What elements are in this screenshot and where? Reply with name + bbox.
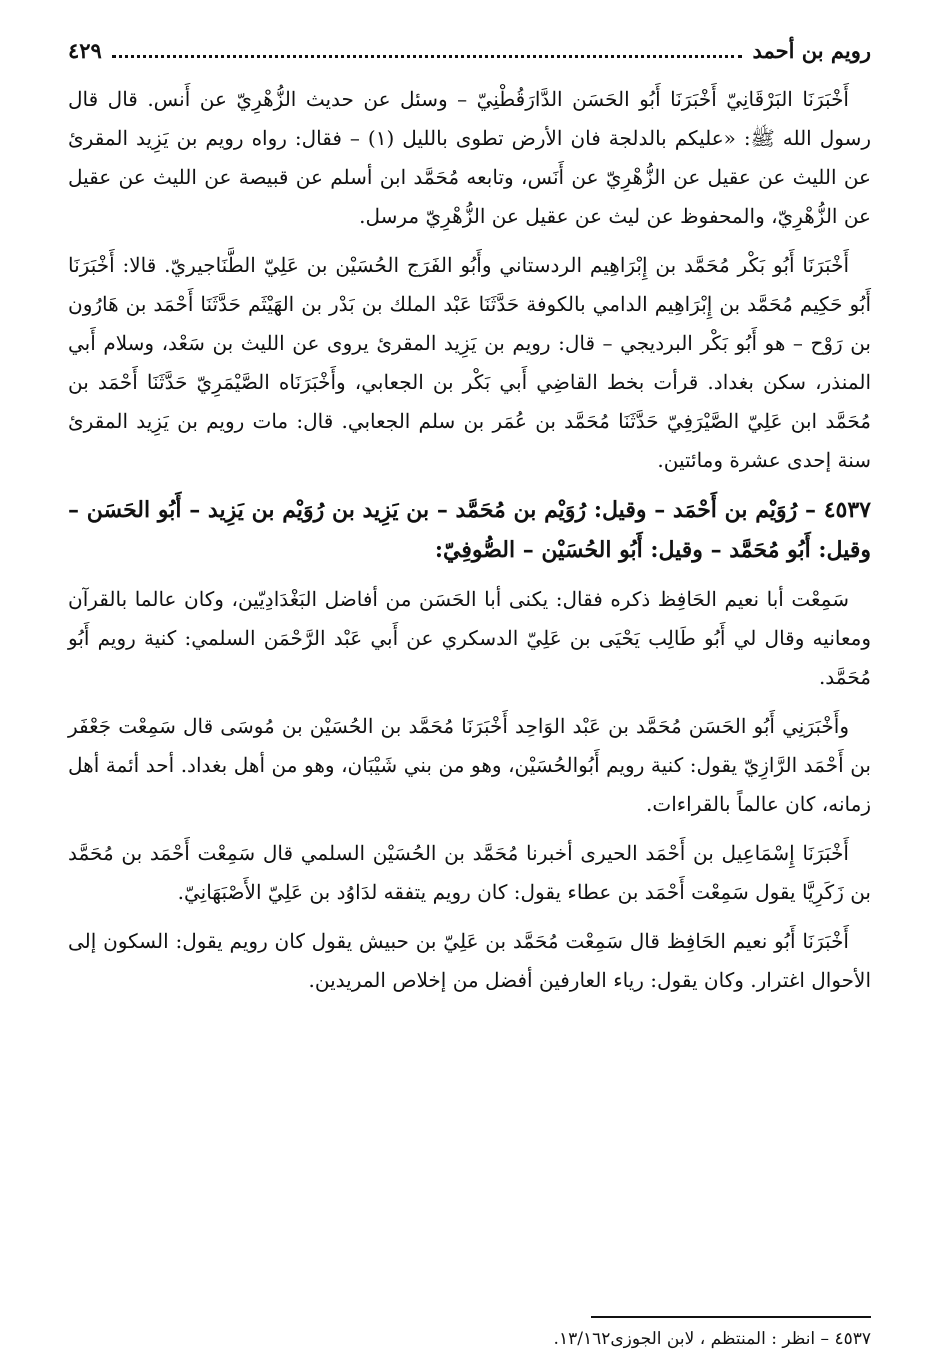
page-number: ٤٢٩ bbox=[68, 38, 102, 63]
paragraph-2: أَخْبَرَنَا أَبُو بَكْر مُحَمَّد بن إِبْرَاهِيم الردستاني وأَبُو الفَرَج الحُسَيْن بن عَلِيّ الطَّنَاجيريّ. قالا: أَخْبَرَنَا أَبُو حَكِيم مُحَمَّد بن إِبْرَاهِيم الدامي بالكوفة حَدَّثَنَا عَبْد الملك بن بَدْر بن الهَيْثَم حَدَّثَنَا أَحْمَد بن هَارُون بن رَوْح – هو أَبُو بَكْر البرديجي – قال: رويم بن يَزِيد المقرئ يروى عن الليث بن سَعْد، وسلام أَبي المنذر، سكن بغداد. قرأت بخط القاضِي أَبي بَكْر بن الجعابي، وأَخْبَرَنَاه الصَّيْمَرِيّ حَدَّثَنَا أَحْمَد بن مُحَمَّد ابن عَلِيّ الصَّيْرَفِيّ حَدَّثَنَا مُحَمَّد بن عُمَر بن سلم الجعابي. قال: مات رويم بن يَزِيد المقرئ سنة إحدى عشرة ومائتين. bbox=[68, 253, 872, 472]
entry-paragraph-4: أَخْبَرَنَا أَبُو نعيم الحَافِظ قال سَمِعْت مُحَمَّد بن عَلِيّ بن حبيش يقول كان رويم يقول: السكون إلى الأحوال اغترار. وكان يقول: رياء العارفين أفضل من إخلاص المريدين. bbox=[68, 929, 871, 992]
leader-dots bbox=[112, 55, 743, 58]
entry-heading: ٤٥٣٧ – رُوَيْم بن أَحْمَد – وقيل: رُوَيْم بن مُحَمَّد – بن يَزِيد بن رُوَيْم بن يَزِيد – أَبُو الحَسَن – وقيل: أَبُو مُحَمَّد – وقيل: أَبُو الحُسَيْن – الصُّوفِيّ: bbox=[68, 497, 871, 563]
running-head bbox=[68, 38, 871, 80]
running-head-title: رويم بن أحمد bbox=[752, 38, 871, 63]
entry-paragraph-1: سَمِعْت أبا نعيم الحَافِظ ذكره فقال: يكنى أبا الحَسَن من أفاضل البَغْدَادِيّين، وكان عالما بالقرآن ومعانيه وقال لي أَبُو طَالِب يَحْيَى بن عَلِيّ الدسكري عن أَبي عَبْد الرَّحْمَن السلمي: كنية رويم أَبُو مُحَمَّد. bbox=[68, 587, 871, 689]
footnote: ٤٥٣٧ – انظر : المنتظم ، لابن الجوزى١٣/١٦٢. bbox=[553, 1329, 871, 1349]
footnote-rule bbox=[591, 1316, 871, 1318]
paragraph-1: أَخْبَرَنَا البَرْقَانِيّ أَخْبَرَنَا أَبُو الحَسَن الدَّارَقُطْنِيّ – وسئل عن حديث الزُّهْرِيّ عن أَنس. قال قال رسول الله ﷺ: «عليكم بالدلجة فان الأرض تطوى بالليل (١) – فقال: رواه رويم بن يَزِيد المقرئ عن الليث عن عقيل عن الزُّهْرِيّ عن أَنَس، وتابعه مُحَمَّد ابن أسلم عن قبيصة عن الليث عن عقيل عن الزُّهْرِيّ، والمحفوظ عن ليث عن عقيل عن الزُّهْرِيّ مرسل. bbox=[68, 87, 871, 228]
entry-paragraph-3: أَخْبَرَنَا إِسْمَاعِيل بن أَحْمَد الحيرى أخبرنا مُحَمَّد بن الحُسَيْن السلمي قال سَمِعْت أَحْمَد بن مُحَمَّد بن زَكَرِيَّا يقول سَمِعْت أَحْمَد بن عطاء يقول: كان رويم يتفقه لدَاوُد بن عَلِيّ الأَصْبَهَانِيّ. bbox=[68, 841, 871, 904]
entry-paragraph-2: وأَخْبَرَنِي أَبُو الحَسَن مُحَمَّد بن عَبْد الوَاحِد أَخْبَرَنَا مُحَمَّد بن الحُسَيْن بن مُوسَى قال سَمِعْت جَعْفَر بن أَحْمَد الرَّازِيّ يقول: كنية رويم أَبُوالحُسَيْن، وهو من بني شَيْبَان، وهو من أهل بغداد. أحد أئمة أهل زمانه، كان عالماً بالقراءات. bbox=[68, 714, 871, 816]
